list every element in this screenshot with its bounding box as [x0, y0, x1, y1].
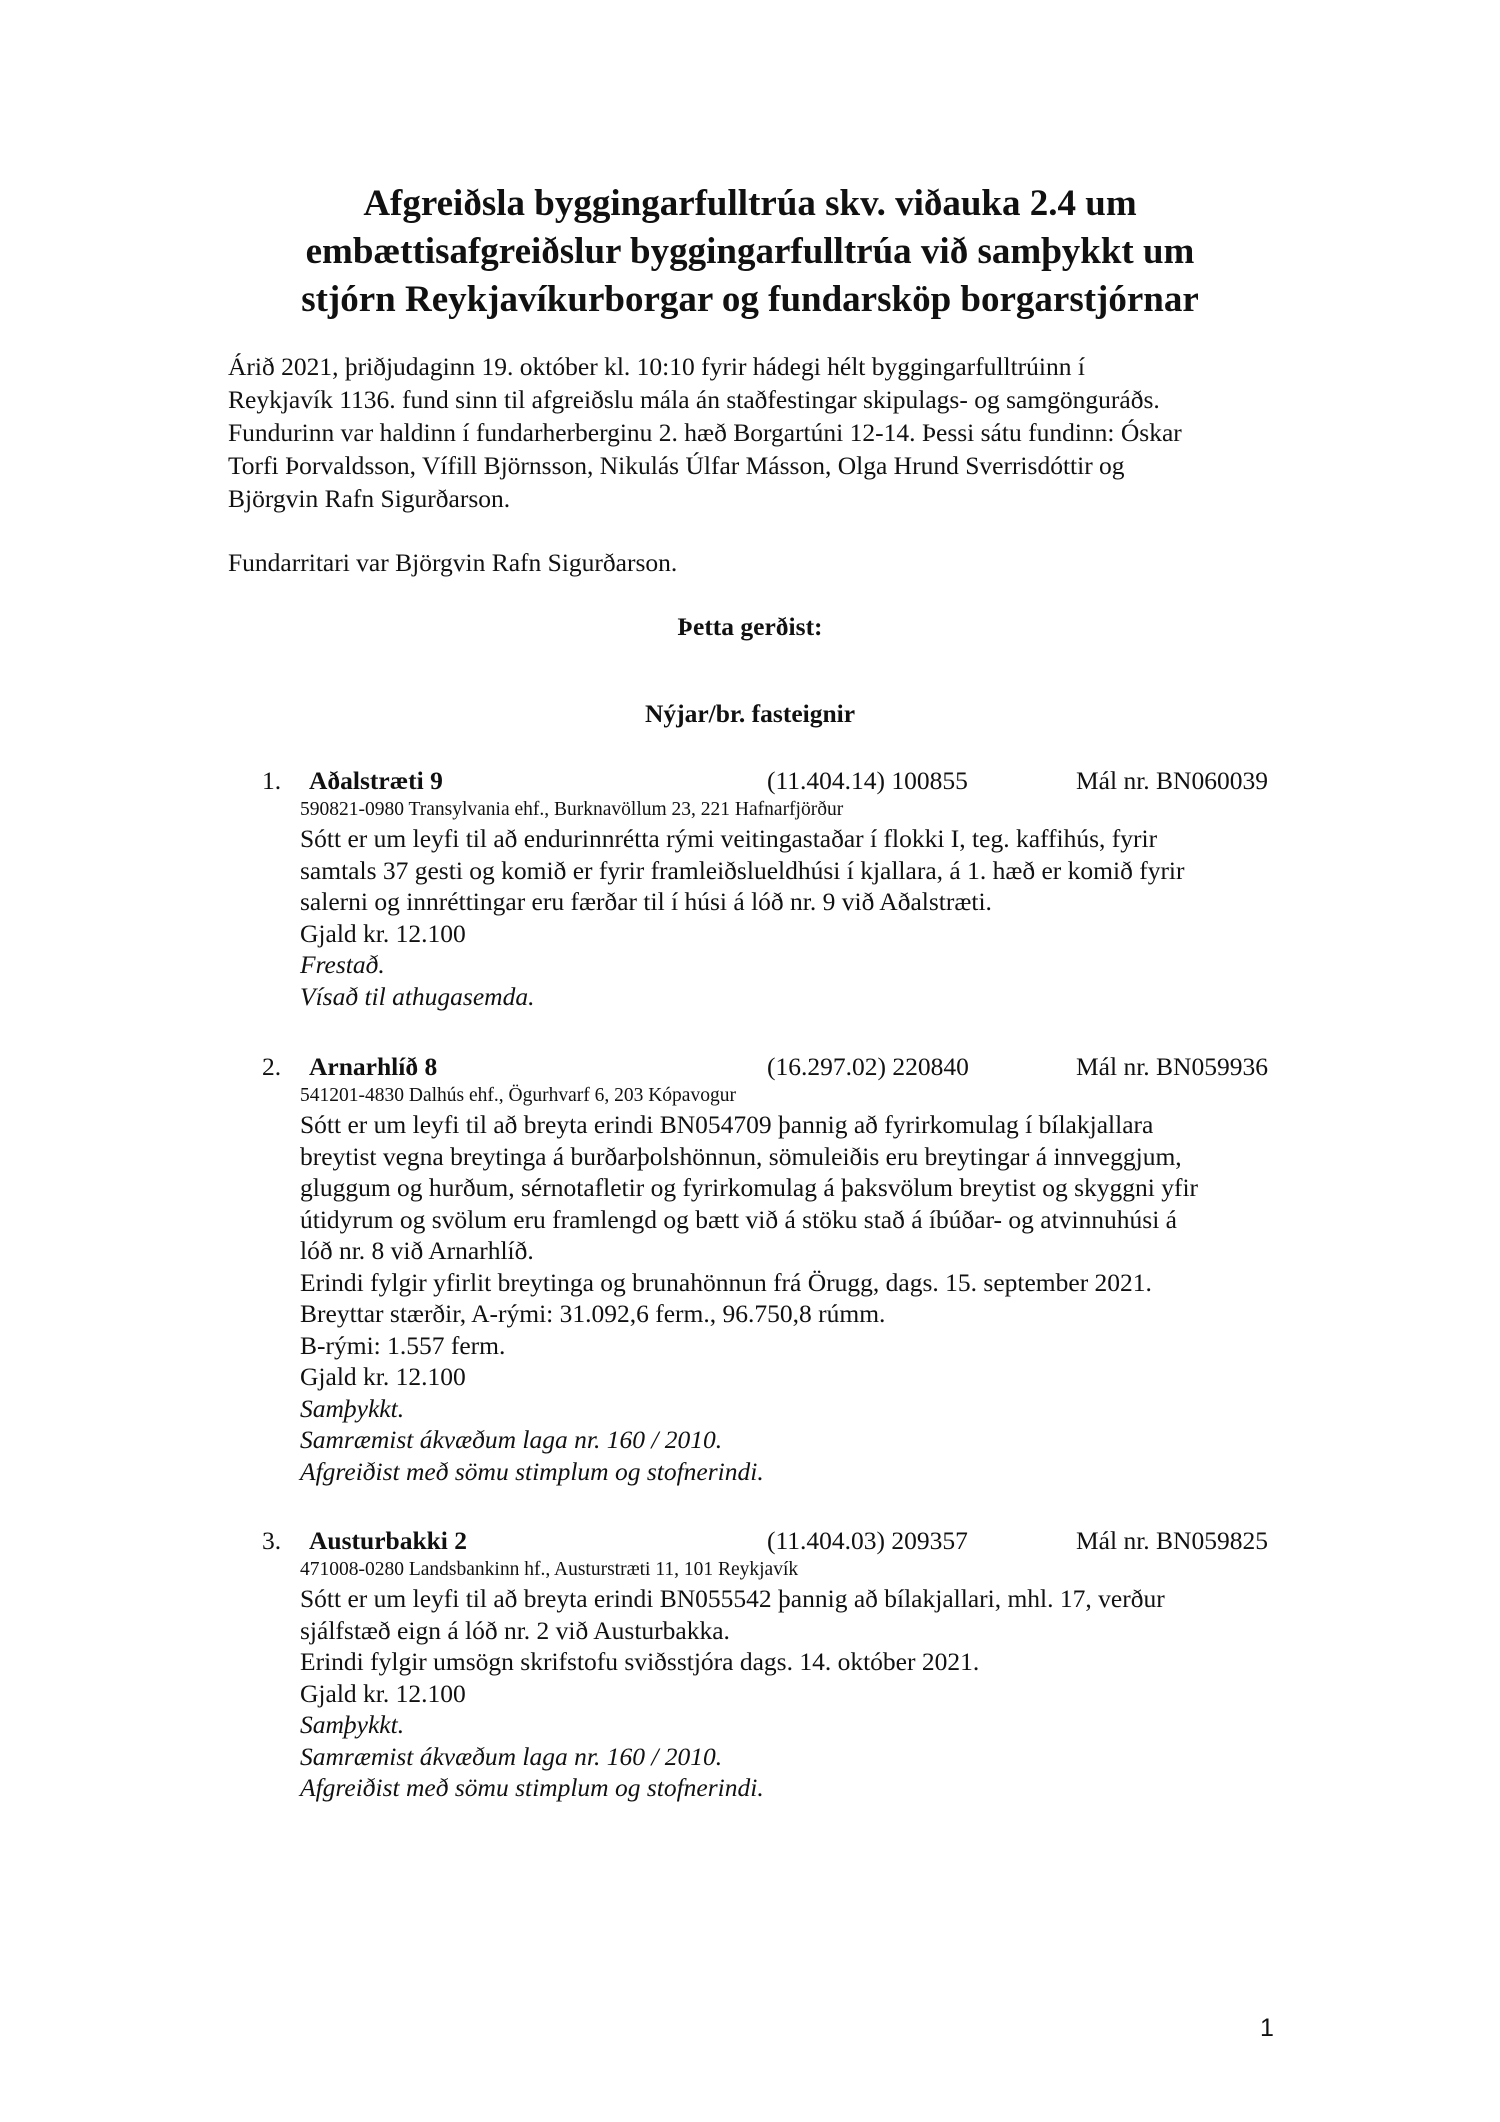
case-line: breytist vegna breytinga á burðarþolshönnun, sömuleiðis eru breytingar á innveggjum, — [300, 1141, 1182, 1171]
case-decision: Samþykkt. — [300, 1393, 405, 1423]
case-line: Sótt er um leyfi til að breyta erindi BN054709 þannig að fyrirkomulag í bílakjallara — [300, 1110, 1154, 1139]
happened-heading: Þetta gerðist: — [677, 612, 823, 641]
case-item-2 — [0, 1050, 1500, 1487]
case-line: salerni og innréttingar eru færðar til í húsi á lóð nr. 9 við Aðalstræti. — [300, 887, 992, 916]
case-line: gluggum og hurðum, sérnotafletir og fyrirkomulag á þaksvölum breytist og skyggni yfir — [300, 1173, 1199, 1202]
case-line: Sótt er um leyfi til að breyta erindi BN055542 þannig að bílakjallari, mhl. 17, verður — [300, 1584, 1165, 1613]
case-decision: Afgreiðist með sömu stimplum og stofnerindi. — [300, 1773, 764, 1802]
intro-line: Fundurinn var haldinn í fundarherberginu 2. hæð Borgartúni 12-14. Þessi sátu fundinn: Óskar — [228, 418, 1182, 447]
case-body — [300, 1109, 1500, 1487]
case-decision: Samræmist ákvæðum laga nr. 160 / 2010. — [300, 1741, 723, 1771]
intro-line: Reykjavík 1136. fund sinn til afgreiðslu mála án staðfestingar skipulags- og samgönguráðs. — [228, 385, 1160, 414]
case-owner: 541201-4830 Dalhús ehf., Ögurhvarf 6, 203 Kópavogur — [300, 1085, 736, 1106]
case-number: 1. — [262, 766, 282, 795]
case-decision: Frestað. — [300, 950, 385, 979]
case-owner: 590821-0980 Transylvania ehf., Burknavöllum 23, 221 Hafnarfjörður — [300, 799, 844, 820]
case-line: B-rými: 1.557 ferm. — [300, 1330, 506, 1360]
case-body — [300, 1583, 1500, 1804]
section-title: Nýjar/br. fasteignir — [644, 699, 856, 728]
case-street: Aðalstræti 9 — [309, 766, 443, 795]
case-decision: Vísað til athugasemda. — [300, 981, 535, 1011]
case-owner: 471008-0280 Landsbankinn hf., Austurstræti 11, 101 Reykjavík — [300, 1559, 799, 1580]
case-line: Gjald kr. 12.100 — [300, 918, 466, 948]
case-line: samtals 37 gesti og komið er fyrir framleiðslueldhúsi í kjallara, á 1. hæð er komið fyrir — [300, 855, 1185, 885]
case-decision: Samþykkt. — [300, 1710, 405, 1739]
case-decision: Afgreiðist með sömu stimplum og stofnerindi. — [300, 1456, 764, 1486]
title-line: stjórn Reykjavíkurborgar og fundarsköp borgarstjórnar — [301, 279, 1199, 320]
case-line: Erindi fylgir yfirlit breytinga og brunahönnun frá Örugg, dags. 15. september 2021. — [300, 1267, 1152, 1297]
intro-line: Björgvin Rafn Sigurðarson. — [228, 484, 511, 513]
case-street: Austurbakki 2 — [309, 1526, 468, 1555]
intro-line: Árið 2021, þriðjudaginn 19. október kl. 10:10 fyrir hádegi hélt byggingarfulltrúinn í — [228, 352, 1085, 381]
case-item-3 — [0, 1524, 1500, 1804]
intro-line: Torfi Þorvaldsson, Vífill Björnsson, Nikulás Úlfar Másson, Olga Hrund Sverrisdóttir og — [228, 451, 1125, 480]
case-line: Breyttar stærðir, A-rými: 31.092,6 ferm., 96.750,8 rúmm. — [300, 1299, 886, 1328]
page-number: 1 — [1260, 2014, 1274, 2042]
case-line: Erindi fylgir umsögn skrifstofu sviðsstjóra dags. 14. október 2021. — [300, 1647, 980, 1676]
case-header — [0, 764, 1500, 797]
case-header — [0, 1050, 1500, 1083]
case-line: Gjald kr. 12.100 — [300, 1678, 466, 1708]
secretary-line — [228, 546, 1308, 579]
case-item-1 — [0, 764, 1500, 1012]
case-number-label: Mál nr. BN059936 — [1076, 1052, 1268, 1081]
case-number: 3. — [262, 1526, 282, 1555]
case-street: Arnarhlíð 8 — [309, 1052, 438, 1081]
secretary-text: Fundarritari var Björgvin Rafn Sigurðarson. — [228, 548, 678, 577]
case-header — [0, 1524, 1500, 1557]
case-decision: Samræmist ákvæðum laga nr. 160 / 2010. — [300, 1425, 723, 1454]
case-number-label: Mál nr. BN059825 — [1076, 1526, 1268, 1555]
case-number: 2. — [262, 1052, 282, 1081]
case-line: útidyrum og svölum eru framlengd og bætt við á stöku stað á íbúðar- og atvinnuhúsi á — [300, 1204, 1177, 1234]
case-number-label: Mál nr. BN060039 — [1076, 766, 1268, 795]
case-reference: (16.297.02) 220840 — [767, 1052, 969, 1081]
case-line: sjálfstæð eign á lóð nr. 2 við Austurbakka. — [300, 1615, 730, 1645]
case-line: lóð nr. 8 við Arnarhlíð. — [300, 1236, 534, 1265]
case-reference: (11.404.03) 209357 — [767, 1526, 968, 1555]
title-line: Afgreiðsla byggingarfulltrúa skv. viðauka 2.4 um — [363, 183, 1137, 224]
case-line: Sótt er um leyfi til að endurinnrétta rými veitingastaðar í flokki I, teg. kaffihús, fyrir — [300, 824, 1158, 853]
case-line: Gjald kr. 12.100 — [300, 1362, 466, 1391]
title-line: embættisafgreiðslur byggingarfulltrúa við samþykkt um — [305, 231, 1195, 272]
document-title — [0, 180, 1500, 324]
case-reference: (11.404.14) 100855 — [767, 766, 968, 795]
intro-paragraph — [228, 350, 1308, 515]
case-body — [300, 823, 1500, 1012]
